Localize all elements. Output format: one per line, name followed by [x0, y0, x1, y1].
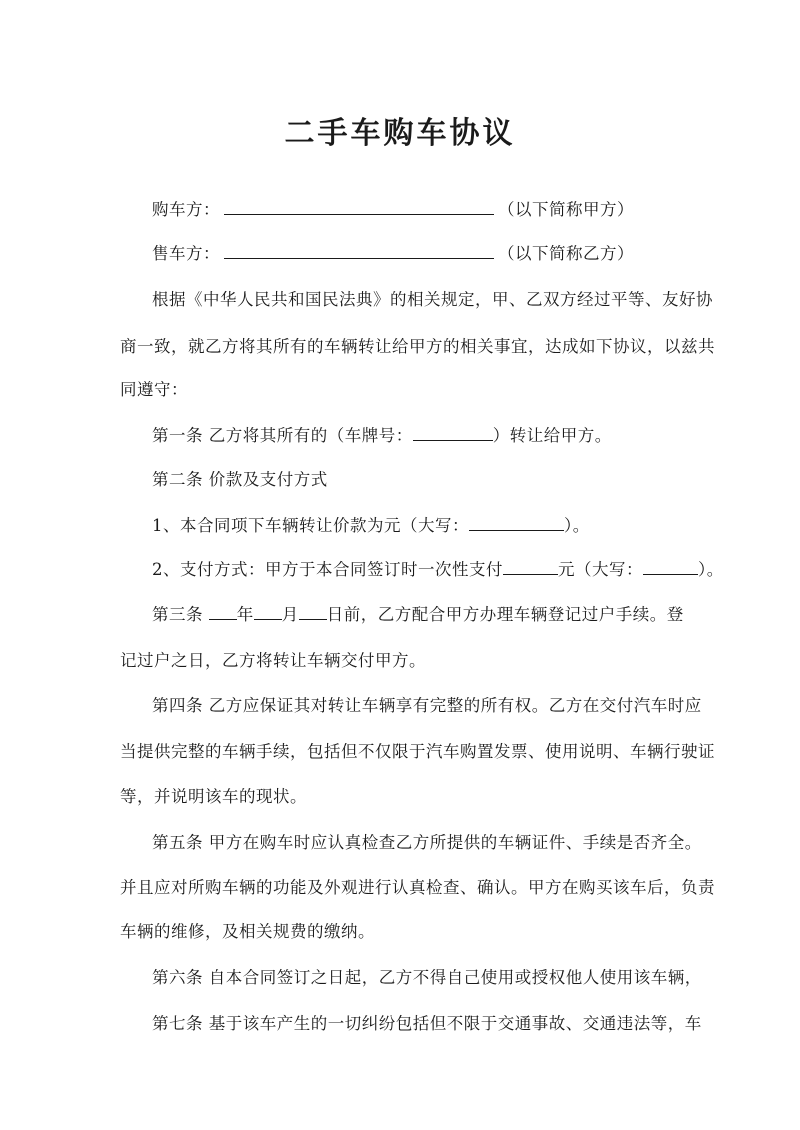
intro-line-3: 同遵守： [120, 380, 188, 399]
article-7: 第七条 基于该车产生的一切纠纷包括但不限于交通事故、交通违法等，车 [152, 1014, 702, 1033]
item-1 [152, 512, 590, 536]
price-uppercase-blank [469, 515, 564, 531]
article-4-line-2: 当提供完整的车辆手续，包括但不仅限于汽车购置发票、使用说明、车辆行驶证 [120, 742, 715, 761]
seller-blank [224, 243, 494, 259]
article-3-label: 第三条 [152, 605, 209, 624]
payment-amount-blank [503, 559, 558, 575]
article-5-line-3: 车辆的维修，及相关规费的缴纳。 [120, 922, 375, 941]
seller-line [152, 240, 634, 264]
item-2-text: 2、支付方式：甲方于本合同签订时一次性支付 [152, 560, 503, 579]
buyer-label: 购车方： [152, 200, 220, 219]
article-3-line-1 [152, 601, 684, 625]
article-5-line-2: 并且应对所购车辆的功能及外观进行认真检查、确认。甲方在购买该车后，负责 [120, 878, 715, 897]
month-label: 月 [281, 605, 299, 624]
article-1-text: 第一条 乙方将其所有的（车牌号： [152, 426, 413, 445]
day-blank [299, 604, 327, 620]
article-1-tail: ）转让给甲方。 [492, 426, 612, 445]
article-2: 第二条 价款及支付方式 [152, 470, 328, 489]
buyer-suffix: （以下简称甲方） [498, 200, 634, 219]
plate-number-blank [413, 425, 493, 441]
year-label: 年 [236, 605, 254, 624]
item-1-text: 1、本合同项下车辆转让价款为元（大写： [152, 516, 469, 535]
article-3-line-2: 记过户之日，乙方将转让车辆交付甲方。 [120, 651, 426, 670]
intro-line-1: 根据《中华人民共和国民法典》的相关规定，甲、乙双方经过平等、友好协 [152, 290, 713, 309]
payment-uppercase-blank [643, 559, 698, 575]
seller-label: 售车方： [152, 244, 220, 263]
article-4-line-3: 等，并说明该车的现状。 [120, 787, 307, 806]
document-title: 二手车购车协议 [284, 116, 516, 151]
item-2 [152, 556, 724, 580]
buyer-blank [224, 199, 494, 215]
article-5-line-1: 第五条 甲方在购车时应认真检查乙方所提供的车辆证件、手续是否齐全。 [152, 833, 702, 852]
article-1 [152, 422, 612, 446]
intro-line-2: 商一致，就乙方将其所有的车辆转让给甲方的相关事宜，达成如下协议，以兹共 [120, 337, 715, 356]
article-3-text: 日前，乙方配合甲方办理车辆登记过户手续。登 [326, 605, 684, 624]
month-blank [254, 604, 282, 620]
year-blank [209, 604, 237, 620]
item-2-mid: 元（大写： [558, 560, 643, 579]
article-4-line-1: 第四条 乙方应保证其对转让车辆享有完整的所有权。乙方在交付汽车时应 [152, 696, 702, 715]
article-6: 第六条 自本合同签订之日起，乙方不得自己使用或授权他人使用该车辆， [152, 968, 702, 987]
buyer-line [152, 196, 634, 220]
item-2-tail: ）。 [698, 560, 724, 579]
seller-suffix: （以下简称乙方） [498, 244, 634, 263]
item-1-tail: ）。 [564, 516, 590, 535]
